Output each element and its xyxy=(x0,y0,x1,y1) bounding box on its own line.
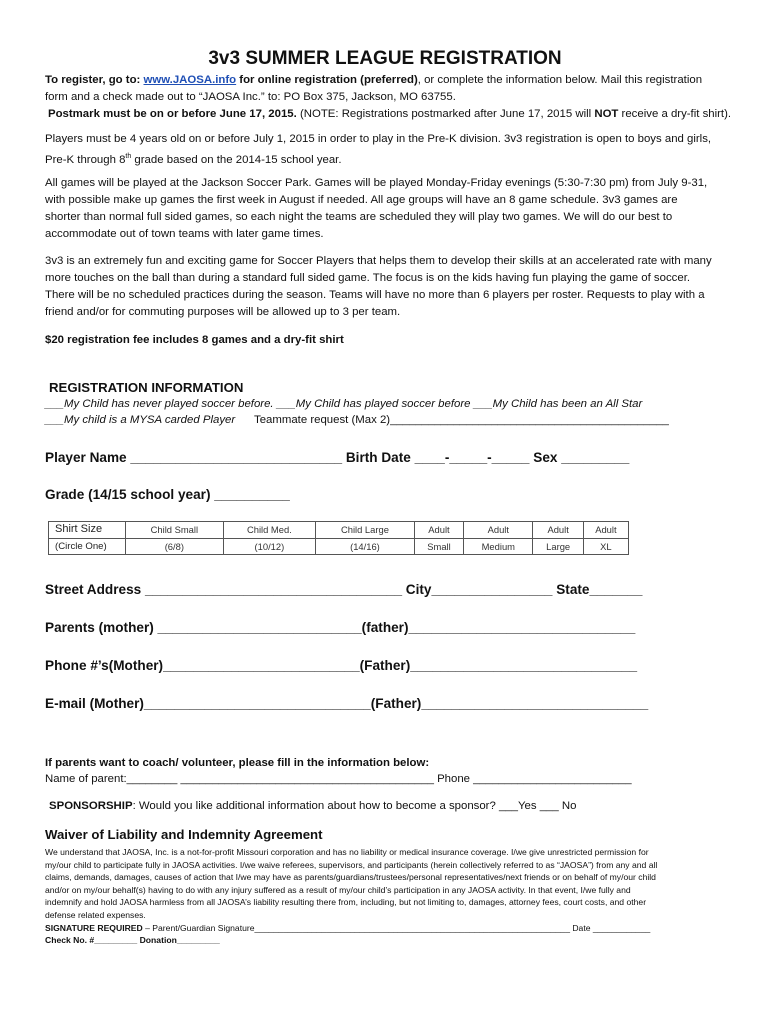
shirt-code-child-small[interactable]: (6/8) xyxy=(126,538,224,555)
waiver-line: defense related expenses. xyxy=(45,909,146,920)
about-line2: more touches on the ball than during a standard full sided game. The focus is on the kids having fun playing the game of soccer. xyxy=(45,272,691,284)
shirt-option-adult-medium[interactable]: Adult xyxy=(464,522,533,539)
page-title: 3v3 SUMMER LEAGUE REGISTRATION xyxy=(208,48,562,69)
waiver-line: and/or on my/our behalf(s) having to do with any injury suffered as a result of my/our child’s participation in any JAOSA activity. In that event, I/we fully and xyxy=(45,884,631,895)
postmark-not: NOT xyxy=(594,108,619,120)
grade-field[interactable]: Grade (14/15 school year) __________ xyxy=(45,487,290,502)
shirt-code-adult-large[interactable]: Large xyxy=(533,538,583,555)
intro-preferred: for online registration (preferred) xyxy=(236,74,418,86)
about-line3: There will be no scheduled practices during the season. Teams will have no more than 6 players per roster. Requests to play with a xyxy=(45,289,705,301)
schedule-line1: All games will be played at the Jackson Soccer Park. Games will be played Monday-Friday evenings (5:30-7:30 pm) from July 9-31, xyxy=(45,177,708,189)
postmark-deadline: Postmark must be on or before June 17, 2015. xyxy=(48,108,297,120)
teammate-request-field[interactable]: Teammate request (Max 2)____________________________________________ xyxy=(254,414,669,426)
intro-prefix: To register, go to: xyxy=(45,74,144,86)
check-donation-line[interactable]: Check No. #_________ Donation_________ xyxy=(45,935,220,946)
postmark-note-end: receive a dry-fit shirt). xyxy=(618,108,732,120)
age-eligibility-paragraph xyxy=(45,131,735,169)
waiver-line: claims, demands, damages, causes of action that I/we may have as parents/guardians/trustees/personal representatives/next friends or on behalf of my/our child xyxy=(45,872,656,883)
sponsorship-line[interactable] xyxy=(49,800,576,812)
street-address-line[interactable]: Street Address __________________________________ City________________ State_______ xyxy=(45,582,643,597)
parents-line[interactable]: Parents (mother) ___________________________(father)______________________________ xyxy=(45,620,636,635)
shirt-code-adult-xl[interactable]: XL xyxy=(583,538,628,555)
signature-required-label: SIGNATURE REQUIRED xyxy=(45,922,143,933)
shirt-size-sublabel: (Circle One) xyxy=(49,538,126,555)
waiver-heading: Waiver of Liability and Indemnity Agreement xyxy=(45,827,323,842)
coach-heading: If parents want to coach/ volunteer, please fill in the information below: xyxy=(45,757,430,769)
eligibility-sup: th xyxy=(125,153,132,160)
postmark-note: (NOTE: Registrations postmarked after June 17, 2015 will xyxy=(296,108,595,120)
waiver-text xyxy=(45,846,657,947)
eligibility-line2-a: Pre-K through 8 xyxy=(45,153,126,166)
shirt-code-adult-small[interactable]: Small xyxy=(414,538,463,555)
waiver-line: my/our child to participate fully in JAOSA activities. I/we waive referees, supervisors, and participants (herein collectively referred to as “JAOSA”) from any and all xyxy=(45,859,658,870)
about-paragraph xyxy=(45,253,735,321)
schedule-line3: shorter than normal full sided games, so each night the teams are scheduled they will play two games. We will do our best to xyxy=(45,211,673,223)
waiver-line: We understand that JAOSA, Inc. is a not-for-profit Missouri corporation and has no liability or medical insurance coverage. I/we give unrestricted permission for xyxy=(45,847,649,857)
eligibility-line1: Players must be 4 years old on or before July 1, 2015 in order to play in the Pre-K division. 3v3 registration is open to boys and girls, xyxy=(45,133,712,145)
eligibility-line2-b: grade based on the 2014-15 school year. xyxy=(131,153,342,166)
shirt-option-adult-small[interactable]: Adult xyxy=(414,522,463,539)
schedule-line2: with possible make up games the first week in August if needed. All age groups will have an 8 game schedule. 3v3 games are xyxy=(45,194,678,206)
shirt-option-child-small[interactable]: Child Small xyxy=(126,522,224,539)
about-line4: friend and/or for commuting purposes will be allowed up to 3 per team. xyxy=(45,306,401,318)
email-line[interactable]: E-mail (Mother)______________________________(Father)______________________________ xyxy=(45,696,649,711)
coach-info-line[interactable]: Name of parent:________ ________________________________________ Phone _________________________ xyxy=(45,773,632,785)
schedule-line4: accommodate out of town teams with later game times. xyxy=(45,228,324,240)
phone-line[interactable]: Phone #’s(Mother)__________________________(Father)______________________________ xyxy=(45,658,638,673)
sponsorship-label: SPONSORSHIP xyxy=(49,800,133,812)
schedule-paragraph xyxy=(45,175,735,243)
intro-line2: form and a check made out to “JAOSA Inc.” to: PO Box 375, Jackson, MO 63755. xyxy=(45,91,456,103)
shirt-option-child-med[interactable]: Child Med. xyxy=(223,522,315,539)
experience-options[interactable]: ___My Child has never played soccer before. ___My Child has played soccer before ___My Child has been an All Star xyxy=(45,398,643,410)
registration-fee: $20 registration fee includes 8 games and a dry-fit shirt xyxy=(45,334,344,346)
waiver-line: indemnify and hold JAOSA harmless from all JAOSA’s liability resulting there from, including, but not limiting to, damages, attorney fees, court costs, and other xyxy=(45,897,647,908)
shirt-size-table xyxy=(48,521,629,555)
intro-paragraph xyxy=(45,72,735,123)
about-line1: 3v3 is an extremely fun and exciting game for Soccer Players that helps them to develop their skills at an accelerated rate with many xyxy=(45,255,712,267)
shirt-option-child-large[interactable]: Child Large xyxy=(316,522,415,539)
signature-line[interactable] xyxy=(45,922,657,935)
sponsorship-question: : Would you like additional information about how to become a sponsor? ___Yes ___ No xyxy=(132,800,577,812)
website-link[interactable]: www.JAOSA.info xyxy=(143,74,237,86)
shirt-option-adult-large[interactable]: Adult xyxy=(533,522,583,539)
shirt-option-adult-xl[interactable]: Adult xyxy=(583,522,628,539)
shirt-size-label: Shirt Size xyxy=(49,522,126,539)
signature-field[interactable]: – Parent/Guardian Signature__________________________________________________________________ Date ____________ xyxy=(142,922,651,933)
shirt-code-child-med[interactable]: (10/12) xyxy=(223,538,315,555)
shirt-code-adult-medium[interactable]: Medium xyxy=(464,538,533,555)
registration-heading: REGISTRATION INFORMATION xyxy=(49,380,244,395)
shirt-code-child-large[interactable]: (14/16) xyxy=(316,538,415,555)
intro-line1-rest: , or complete the information below. Mail this registration xyxy=(417,74,703,86)
mysa-carded-option[interactable]: ___My child is a MYSA carded Player xyxy=(45,414,236,426)
player-info-line[interactable]: Player Name ____________________________ Birth Date ____-_____-_____ Sex _________ xyxy=(45,450,630,465)
